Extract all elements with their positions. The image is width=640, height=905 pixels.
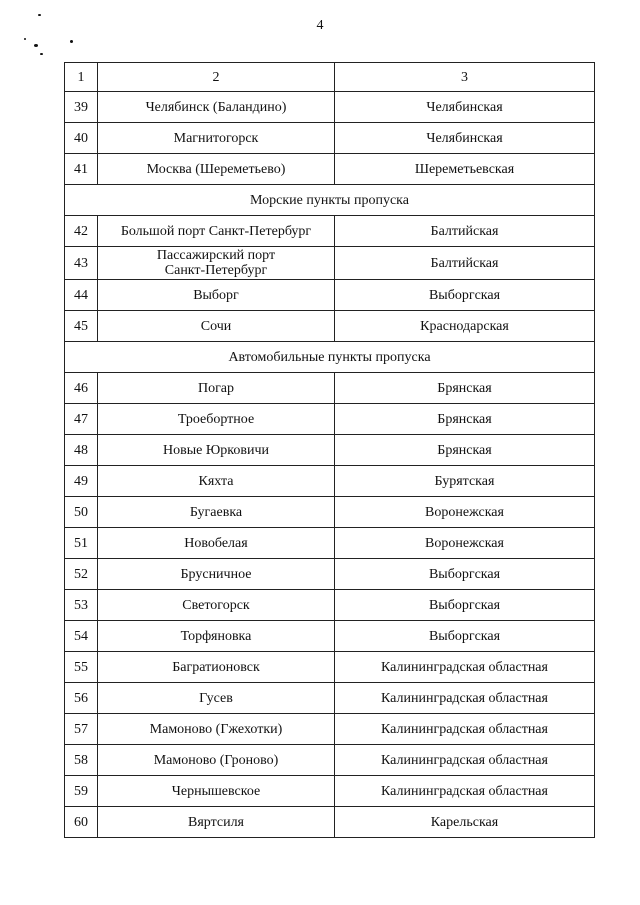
row-number: 48 [65, 435, 98, 466]
row-number: 58 [65, 745, 98, 776]
row-number: 60 [65, 807, 98, 838]
table-row [65, 590, 595, 621]
customs-name: Воронежская [335, 497, 595, 528]
customs-name: Выборгская [335, 559, 595, 590]
header-col-1: 1 [65, 63, 98, 92]
checkpoint-name-cell [98, 528, 335, 559]
table-row [65, 807, 595, 838]
section-title: Морские пункты пропуска [65, 185, 595, 216]
scan-speck [34, 44, 38, 47]
table-row [65, 373, 595, 404]
customs-name: Шереметьевская [335, 154, 595, 185]
checkpoint-name: Бугаевка [189, 504, 243, 520]
row-number: 55 [65, 652, 98, 683]
checkpoint-name-cell [98, 154, 335, 185]
row-number: 53 [65, 590, 98, 621]
checkpoint-name-cell [98, 373, 335, 404]
table-row [65, 559, 595, 590]
row-number: 47 [65, 404, 98, 435]
checkpoint-name: Челябинск (Баландино) [145, 99, 287, 115]
row-number: 56 [65, 683, 98, 714]
table-row [65, 154, 595, 185]
checkpoint-name-cell [98, 714, 335, 745]
checkpoint-name: Погар [197, 380, 235, 396]
customs-name: Брянская [335, 373, 595, 404]
table-row [65, 714, 595, 745]
customs-name: Краснодарская [335, 311, 595, 342]
customs-name: Выборгская [335, 590, 595, 621]
table-row [65, 497, 595, 528]
checkpoint-name: Новобелая [184, 535, 248, 551]
checkpoint-name: Светогорск [182, 597, 250, 613]
checkpoint-name: Кяхта [198, 473, 234, 489]
table-row [65, 247, 595, 280]
customs-name: Калининградская областная [335, 745, 595, 776]
checkpoints-table [64, 62, 595, 838]
checkpoint-name: Новые Юрковичи [163, 442, 269, 458]
customs-name: Калининградская областная [335, 714, 595, 745]
row-number: 59 [65, 776, 98, 807]
customs-name: Калининградская областная [335, 776, 595, 807]
table-row [65, 280, 595, 311]
row-number: 43 [65, 247, 98, 280]
checkpoint-name-cell [98, 404, 335, 435]
checkpoint-name-cell [98, 590, 335, 621]
row-number: 52 [65, 559, 98, 590]
checkpoint-name: Торфяновка [180, 628, 252, 644]
table-header-row [65, 63, 595, 92]
checkpoint-name-cell [98, 435, 335, 466]
page-number: 4 [316, 18, 324, 33]
row-number: 51 [65, 528, 98, 559]
customs-name: Карельская [335, 807, 595, 838]
checkpoint-name: Мамоново (Гроново) [153, 752, 279, 768]
checkpoint-name-cell [98, 621, 335, 652]
checkpoint-name: Троебортное [177, 411, 255, 427]
checkpoint-name-cell [98, 216, 335, 247]
row-number: 54 [65, 621, 98, 652]
customs-name: Брянская [335, 404, 595, 435]
row-number: 50 [65, 497, 98, 528]
header-col-3: 3 [335, 63, 595, 92]
table-row [65, 776, 595, 807]
checkpoint-name-cell [98, 745, 335, 776]
checkpoint-name: Брусничное [180, 566, 252, 582]
checkpoint-name: Выборг [193, 287, 239, 303]
table-row [65, 404, 595, 435]
checkpoint-name-cell [98, 683, 335, 714]
customs-name: Брянская [335, 435, 595, 466]
checkpoint-name-cell [98, 311, 335, 342]
section-title: Автомобильные пункты пропуска [65, 342, 595, 373]
row-number: 41 [65, 154, 98, 185]
table-body [65, 63, 595, 838]
scan-speck [38, 14, 41, 16]
customs-name: Челябинская [335, 123, 595, 154]
customs-name: Бурятская [335, 466, 595, 497]
checkpoint-name-cell [98, 559, 335, 590]
section-header-row [65, 185, 595, 216]
checkpoint-name: Сочи [200, 318, 232, 334]
table-row [65, 123, 595, 154]
row-number: 57 [65, 714, 98, 745]
table-row [65, 745, 595, 776]
customs-name: Калининградская областная [335, 652, 595, 683]
table-row [65, 652, 595, 683]
row-number: 46 [65, 373, 98, 404]
section-header-row [65, 342, 595, 373]
customs-name: Челябинская [335, 92, 595, 123]
table-row [65, 621, 595, 652]
customs-name: Калининградская областная [335, 683, 595, 714]
checkpoint-name-cell [98, 280, 335, 311]
checkpoint-name: Москва (Шереметьево) [146, 161, 286, 177]
checkpoint-name-cell [98, 497, 335, 528]
table-row [65, 92, 595, 123]
table-row [65, 528, 595, 559]
checkpoint-name: Пассажирский порт Санкт-Петербург [156, 248, 276, 278]
checkpoint-name: Магнитогорск [173, 130, 259, 146]
checkpoint-name-cell [98, 652, 335, 683]
row-number: 49 [65, 466, 98, 497]
row-number: 40 [65, 123, 98, 154]
header-col-2: 2 [98, 63, 335, 92]
checkpoint-name: Гусев [199, 690, 233, 706]
customs-name: Балтийская [335, 216, 595, 247]
checkpoint-name: Мамоново (Гжехотки) [149, 721, 283, 737]
scan-speck [70, 40, 73, 43]
scan-speck [24, 38, 26, 40]
table-row [65, 466, 595, 497]
checkpoint-name-cell [98, 466, 335, 497]
checkpoint-name-cell [98, 807, 335, 838]
checkpoint-name-cell [98, 92, 335, 123]
row-number: 42 [65, 216, 98, 247]
customs-name: Балтийская [335, 247, 595, 280]
customs-name: Воронежская [335, 528, 595, 559]
checkpoint-name: Багратионовск [172, 659, 260, 675]
table-row [65, 216, 595, 247]
table-row [65, 683, 595, 714]
table-row [65, 435, 595, 466]
table-row [65, 311, 595, 342]
customs-name: Выборгская [335, 280, 595, 311]
checkpoint-name: Вяртсиля [187, 814, 244, 830]
customs-name: Выборгская [335, 621, 595, 652]
checkpoint-name: Чернышевское [171, 783, 261, 799]
row-number: 44 [65, 280, 98, 311]
checkpoint-name-cell [98, 247, 335, 280]
scan-speck [40, 53, 43, 55]
checkpoint-name-cell [98, 776, 335, 807]
row-number: 39 [65, 92, 98, 123]
row-number: 45 [65, 311, 98, 342]
checkpoint-name-cell [98, 123, 335, 154]
checkpoint-name: Большой порт Санкт-Петербург [120, 223, 312, 239]
